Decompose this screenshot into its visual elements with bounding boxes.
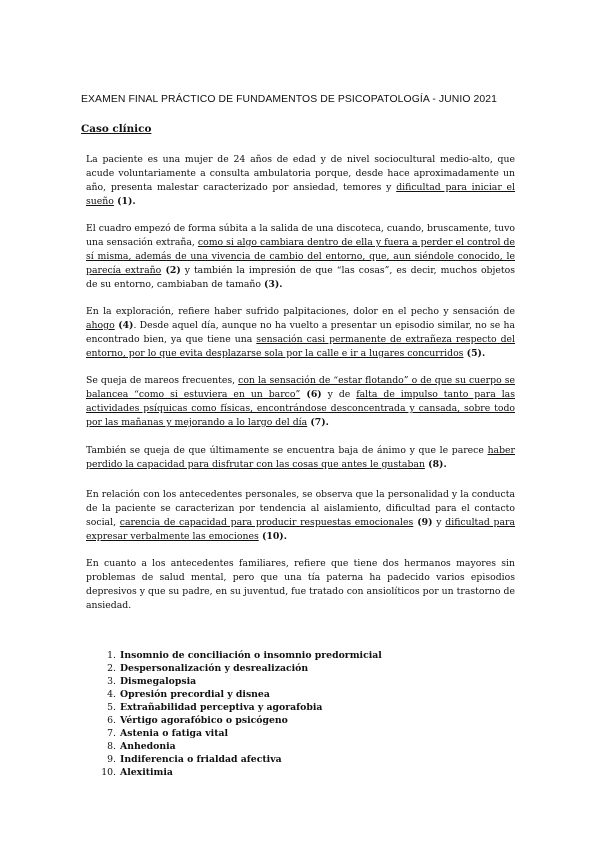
paragraph-onset: [86, 222, 515, 292]
symptom-text: ahogo: [86, 320, 115, 331]
symptom-text: haber perdido la capacidad para disfrutar con las cosas que antes le gustaban: [86, 445, 515, 470]
paragraph-text: Se queja de mareos frecuentes,: [86, 375, 239, 386]
item-text: Alexitimia: [120, 767, 173, 778]
paragraph-text: El cuadro empezó de forma súbita a la salida de una discoteca, cuando, bruscamente, tuvo una sensación extraña,: [86, 223, 515, 248]
list-item: [100, 766, 382, 779]
symptom-ref: (5).: [463, 348, 486, 359]
paragraph-text: y de: [321, 389, 357, 400]
list-item: [100, 753, 382, 766]
list-item: [100, 649, 382, 662]
paragraph-text: . Desde aquel día, aunque no ha vuelto a presentar un episodio similar, no se ha encontrado bien, ya que tiene una: [86, 320, 515, 345]
paragraph-text: y también la impresión de que “las cosas”, es decir, muchos objetos de su entorno, cambiaban de tamaño: [86, 265, 515, 290]
item-number: 3.: [107, 676, 116, 687]
item-number: 8.: [107, 741, 116, 752]
list-item: [100, 662, 382, 675]
item-text: Vértigo agorafóbico o psicógeno: [120, 715, 288, 726]
list-item: [100, 675, 382, 688]
symptom-ref: (7).: [307, 417, 329, 428]
list-item: [100, 740, 382, 753]
paragraph-text: En cuanto a los antecedentes familiares, refiere que tiene dos hermanos mayores sin problemas de salud mental, pero que una tía paterna ha padecido varios episodios depresivos y que su padre, en su juventud, fue tratado con ansiolíticos por un trastorno de ansiedad.: [86, 558, 515, 611]
item-number: 6.: [107, 715, 116, 726]
exam-title: EXAMEN FINAL PRÁCTICO DE FUNDAMENTOS DE PSICOPATOLOGÍA - JUNIO 2021: [81, 94, 498, 105]
paragraph-presentation: [86, 153, 515, 209]
paragraph-personal-history: [86, 488, 515, 544]
item-text: Extrañabilidad perceptiva y agorafobia: [120, 702, 323, 713]
symptom-text: sensación casi permanente de extrañeza respecto del entorno, por lo que evita desplazarse sola por la calle e ir a lugares concurridos: [86, 334, 515, 359]
symptom-ref: (9): [413, 517, 433, 528]
symptom-text: falta de impulso tanto para las actividades psíquicas como físicas, encontrándose desconcentrada y cansada, sobre todo por las mañanas y mejorando a lo largo del día: [86, 389, 515, 428]
paragraph-family-history: [86, 557, 515, 613]
item-number: 5.: [107, 702, 116, 713]
symptom-text: carencia de capacidad para producir respuestas emocionales: [119, 517, 414, 528]
symptom-text: con la sensación de “estar flotando” o de que su cuerpo se balancea “como si estuviera en un barco”: [86, 375, 515, 400]
symptom-ref: (1).: [113, 196, 136, 207]
item-text: Opresión precordial y disnea: [120, 689, 270, 700]
paragraph-text: y: [432, 517, 446, 528]
item-text: Indiferencia o frialdad afectiva: [120, 754, 282, 765]
item-number: 10.: [101, 767, 116, 778]
item-text: Astenia o fatiga vital: [120, 728, 229, 739]
item-text: Anhedonia: [120, 741, 176, 752]
list-item: [100, 701, 382, 714]
symptom-text: dificultad para iniciar el sueño: [86, 182, 515, 207]
paragraph-text: En relación con los antecedentes personales, se observa que la personalidad y la conducta de la paciente se caracterizan por tendencia al aislamiento, dificultad para el contacto social,: [86, 489, 515, 528]
item-number: 4.: [107, 689, 116, 700]
item-number: 7.: [107, 728, 116, 739]
item-text: Dismegalopsia: [120, 676, 197, 687]
paragraph-text: La paciente es una mujer de 24 años de edad y de nivel sociocultural medio-alto, que acude voluntariamente a consulta ambulatoria porque, desde hace aproximadamente un año, presenta malestar caracterizado por ansiedad, temores y: [86, 154, 515, 193]
paragraph-text: También se queja de que últimamente se encuentra baja de ánimo y que le parece: [86, 445, 488, 456]
symptom-text: dificultad para expresar verbalmente las emociones: [86, 517, 515, 542]
item-text: Despersonalización y desrealización: [120, 663, 309, 674]
item-number: 9.: [107, 754, 116, 765]
paragraph-text: En la exploración, refiere haber sufrido palpitaciones, dolor en el pecho y sensación de: [86, 306, 515, 317]
paragraph-dizziness: [86, 374, 515, 430]
section-heading: Caso clínico: [81, 123, 152, 135]
symptom-ref: (3).: [263, 279, 283, 290]
symptom-ref: (6): [300, 389, 322, 400]
list-item: [100, 714, 382, 727]
answer-list: [100, 649, 382, 779]
symptom-ref: (10).: [258, 531, 287, 542]
list-item: [100, 727, 382, 740]
item-number: 1.: [107, 650, 116, 661]
symptom-ref: (2): [161, 265, 181, 276]
item-number: 2.: [107, 663, 116, 674]
paragraph-exploration: [86, 305, 515, 361]
symptom-ref: (8).: [424, 459, 447, 470]
item-text: Insomnio de conciliación o insomnio predormicial: [120, 650, 382, 661]
symptom-ref: (4): [114, 320, 134, 331]
symptom-text: como si algo cambiara dentro de ella y fuera a perder el control de sí misma, además de una vivencia de cambio del entorno, que, aun siéndole conocido, le parecía extraño: [86, 237, 515, 276]
paragraph-mood: [86, 444, 515, 472]
list-item: [100, 688, 382, 701]
